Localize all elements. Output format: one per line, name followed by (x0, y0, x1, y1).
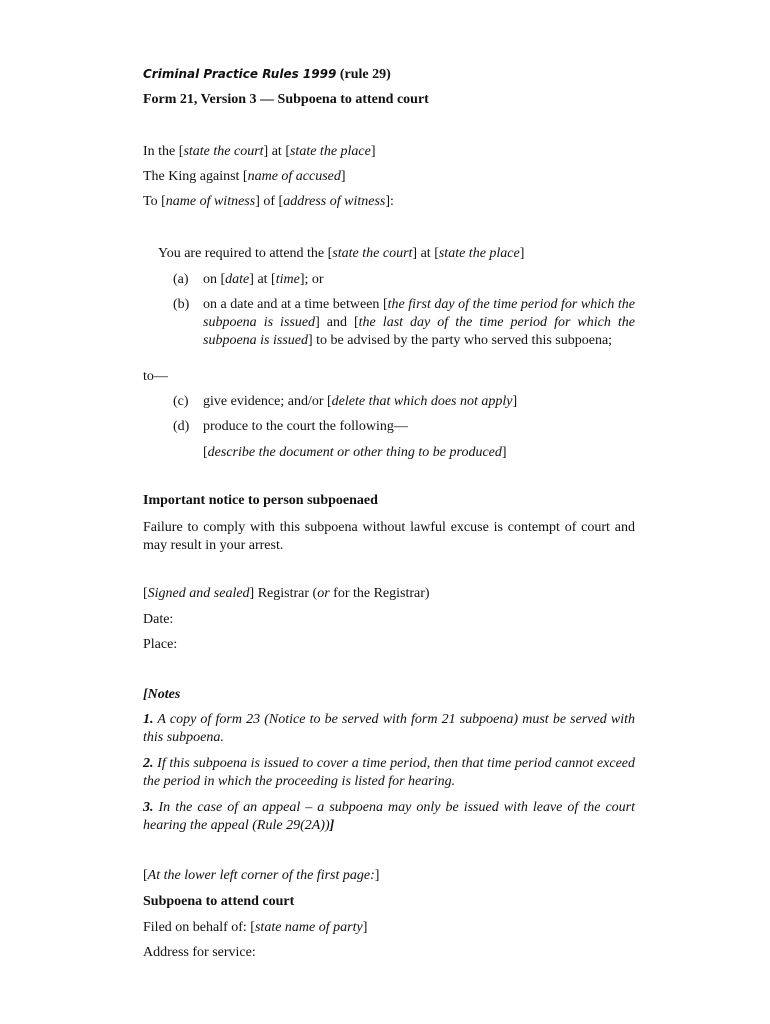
filed-on-behalf-line: Filed on behalf of: [state name of party] (143, 920, 368, 935)
describe-document: [describe the document or other thing to be produced] (203, 445, 507, 460)
attendance-requirement: You are required to attend the [state the court] at [state the place] (158, 246, 525, 261)
item-label-a: (a) (173, 272, 189, 287)
rule-number: (rule 29) (336, 67, 391, 82)
item-text-d: produce to the court the following— (203, 419, 408, 434)
court-line: In the [state the court] at [state the place] (143, 144, 376, 159)
to-word: to— (143, 369, 168, 384)
notice-heading: Important notice to person subpoenaed (143, 493, 378, 508)
date-label: Date: (143, 612, 174, 627)
notice-text: Failure to comply with this subpoena without lawful excuse is contempt of court and may result in your arrest. (143, 520, 635, 553)
signature-line: [Signed and sealed] Registrar (or for the Registrar) (143, 586, 430, 601)
parties-line: The King against [name of accused] (143, 169, 346, 184)
form-title: Form 21, Version 3 — Subpoena to attend court (143, 92, 429, 107)
corner-note: [At the lower left corner of the first page:] (143, 868, 380, 883)
rules-title: Criminal Practice Rules 1999 (143, 67, 337, 81)
item-text-c: give evidence; and/or [delete that which does not apply] (203, 394, 518, 409)
footer-heading: Subpoena to attend court (143, 894, 295, 909)
item-text-b: on a date and at a time between [the first day of the time period for which the subpoena is issued] and [the last day of the time period for which the subpoena is issued] to be advised by the party who served this subpoena; (203, 297, 636, 348)
witness-line: To [name of witness] of [address of witness]: (143, 194, 394, 209)
notes-heading: [Notes (143, 687, 181, 702)
address-for-service-label: Address for service: (143, 945, 256, 960)
item-label-b: (b) (173, 297, 190, 312)
note-1: 1. A copy of form 23 (Notice to be served with form 21 subpoena) must be served with this subpoena. (143, 712, 635, 745)
item-label-d: (d) (173, 419, 190, 434)
note-2: 2. If this subpoena is issued to cover a time period, then that time period cannot exceed the period in which the proceeding is listed for hearing. (143, 756, 635, 789)
place-label: Place: (143, 637, 178, 652)
note-3: 3. In the case of an appeal – a subpoena may only be issued with leave of the court hearing the appeal (Rule 29(2A))] (143, 800, 635, 833)
item-text-a: on [date] at [time]; or (203, 272, 324, 287)
rule-reference (143, 65, 391, 84)
item-label-c: (c) (173, 394, 189, 409)
